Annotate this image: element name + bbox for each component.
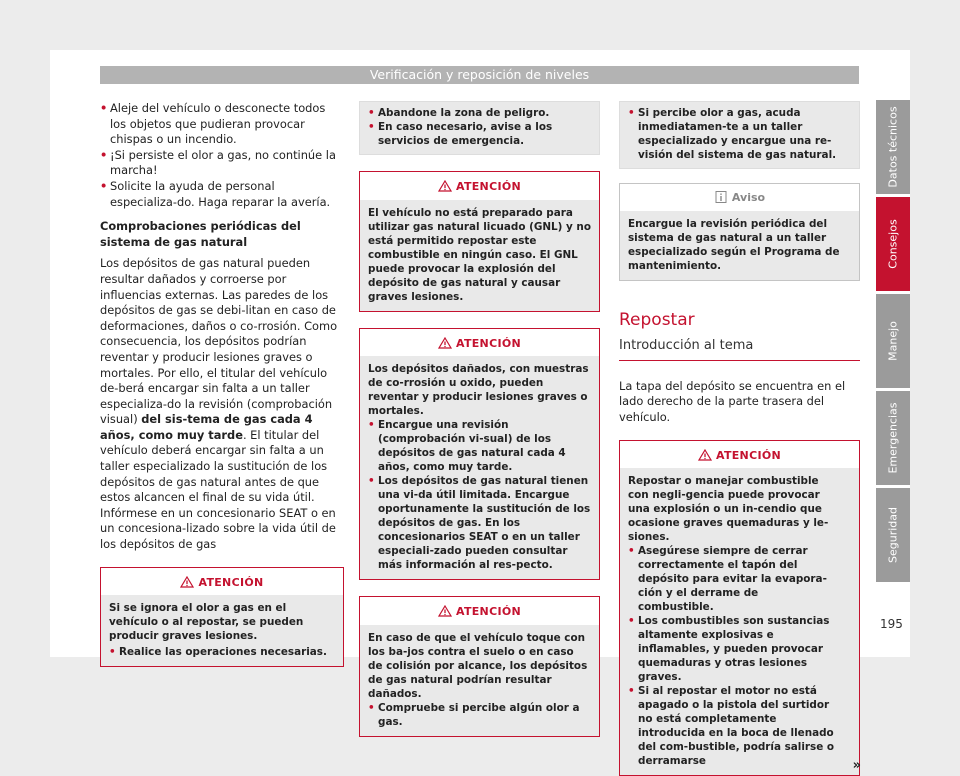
side-tab-consejos[interactable]: Consejos: [876, 197, 910, 291]
bullet-icon: •: [100, 147, 108, 162]
warning-triangle-icon: [438, 180, 452, 192]
column-1: [100, 101, 344, 667]
warning-triangle-icon: [180, 576, 194, 588]
list-item: • Realice las operaciones necesarias.: [109, 646, 327, 659]
bullet-icon: •: [628, 615, 635, 628]
warning-triangle-icon: [438, 605, 452, 617]
body-paragraph: Los depósitos de gas natural pueden resultar dañados y corroerse por influencias externas. Las paredes de los depósitos de gas se debi-litan en caso de deformaciones, daños o co-rrosión. Como consecuencia, los depósitos podrían reventar y producir lesiones graves o mortales. Por ello, el titular del vehículo de-berá encargar sin falta a un taller especializa-do la revisión (comprobación visual) del sis-tema de gas cada 4 años, como muy tarde. El titular del vehículo deberá encargar sin falta a un taller especializado la sustitución de los depósitos de gas natural antes de que estos alcancen el final de su vida útil. Infórmese en un concesionario SEAT o en un concesiona-lizado sobre la vida útil de los depósitos de gas: [100, 256, 338, 552]
warning-title: ATENCIÓN: [360, 597, 599, 625]
bullet-icon: •: [368, 107, 375, 119]
list-item: • ¡Si persiste el olor a gas, no continúe la marcha!: [100, 147, 336, 178]
warning-box: [619, 440, 860, 776]
notice-box: [619, 183, 860, 281]
intro-paragraph: La tapa del depósito se encuentra en el lado derecho de la parte trasera del vehículo.: [619, 378, 846, 424]
warning-box: [359, 596, 600, 737]
bullet-icon: •: [628, 107, 635, 119]
page-number: 195: [880, 617, 903, 631]
bullet-icon: •: [109, 646, 116, 659]
list-item: • Los combustibles son sustancias altamente explosivas e inflamables, y pueden provocar quemaduras y otras lesiones graves.: [628, 615, 830, 684]
side-tab-emergencias[interactable]: Emergencias: [876, 391, 910, 485]
section-title: Repostar: [619, 309, 695, 330]
list-item: • Si percibe olor a gas, acuda inmediatamen-te a un taller especializado y encargue una re-visión del sistema de gas natural.: [628, 107, 837, 161]
info-icon: [714, 191, 728, 203]
list-item: • Aleje del vehículo o desconecte todos los objetos que pudieran provocar chispas o un incendio.: [100, 101, 326, 147]
warning-box: [359, 328, 600, 581]
warning-triangle-icon: [438, 337, 452, 349]
list-item: • Asegúrese siempre de cerrar correctamente el tapón del depósito para evitar la evapora-ción y el derrame de combustible.: [628, 545, 827, 614]
warning-body: El vehículo no está preparado para utilizar gas natural licuado (GNL) y no está permitido repostar este combustible en ningún caso. El GNL puede provocar la explosión del depósito de gas natural y causar graves lesiones.: [360, 200, 599, 311]
list-item: • En caso necesario, avise a los servicios de emergencia.: [368, 121, 553, 147]
list-item: • Encargue una revisión (comprobación vi-sual) de los depósitos de gas natural cada 4 años, como muy tarde.: [368, 419, 566, 474]
bullet-icon: •: [100, 178, 108, 193]
page-header: Verificación y reposición de niveles: [100, 66, 859, 84]
side-tab-datos-tecnicos[interactable]: Datos técnicos: [876, 100, 910, 194]
side-tab-seguridad[interactable]: Seguridad: [876, 488, 910, 582]
notice-title: Aviso: [620, 184, 859, 211]
bullet-icon: •: [368, 475, 375, 488]
warning-body: Si se ignora el olor a gas en el vehículo o al repostar, se pueden producir graves lesiones. • Realice las operaciones necesarias.: [101, 595, 343, 666]
warning-body: Repostar o manejar combustible con negli-gencia puede provocar una explosión o un in-cendio que ocasione graves quemaduras y le-siones. • Asegúrese siempre de cerrar correctamente el tapón del depósito para evitar la evapora-ción y el derrame de combustible. • Los combustibles son sustancias altamente explosivas e inflamables, y pueden provocar quemaduras y otras lesiones graves. • Si al repostar el motor no está apagado o la pistola del surtidor no está completamente introducida en la boca de llenado del com-bustible, podría salirse o derramarse: [620, 468, 859, 775]
continued-warning-box: [619, 101, 860, 169]
list-item: • Solicite la ayuda de personal especializa-do. Haga reparar la avería.: [100, 178, 331, 209]
warning-body: En caso de que el vehículo toque con los ba-jos contra el suelo o en caso de colisión por alcance, los depósitos de gas natural podrían resultar dañados. • Compruebe si percibe algún olor a gas.: [360, 625, 599, 736]
list-item: • Los depósitos de gas natural tienen una vi-da útil limitada. Encargue oportunamente la sustitución de los depósitos de gas. En los concesionarios SEAT o en un taller especiali-zado pueden consultar más información al res-pecto.: [368, 475, 591, 572]
list-item: • Si al repostar el motor no está apagado o la pistola del surtidor no está completamente introducida en la boca de llenado del com-bustible, podría salirse o derramarse: [628, 685, 835, 768]
warning-title: ATENCIÓN: [101, 568, 343, 596]
warning-box: [100, 567, 344, 668]
column-2: [359, 101, 600, 737]
section-heading: Comprobaciones periódicas del sistema de gas natural: [100, 219, 301, 249]
bullet-icon: •: [628, 545, 635, 558]
bullet-icon: •: [368, 419, 375, 432]
continued-warning-box: [359, 101, 600, 155]
bullet-icon: •: [628, 685, 635, 698]
list-item: • Abandone la zona de peligro.: [368, 107, 550, 119]
notice-body: Encargue la revisión periódica del sistema de gas natural a un taller especializado según el Programa de mantenimiento.: [620, 211, 859, 280]
bullet-icon: •: [100, 101, 108, 115]
bullet-icon: •: [368, 121, 375, 133]
side-tab-manejo[interactable]: Manejo: [876, 294, 910, 388]
bullet-icon: •: [368, 701, 375, 714]
warning-title: ATENCIÓN: [360, 329, 599, 357]
list-item: • Compruebe si percibe algún olor a gas.: [368, 701, 580, 728]
column-3: [619, 101, 860, 776]
warning-triangle-icon: [698, 449, 712, 461]
warning-box: [359, 171, 600, 312]
warning-title: ATENCIÓN: [620, 441, 859, 469]
subsection-title: Introducción al tema: [619, 338, 860, 361]
warning-title: ATENCIÓN: [360, 172, 599, 200]
continued-arrow-icon: »: [852, 757, 861, 773]
warning-body: Los depósitos dañados, con muestras de co-rrosión u oxido, pueden reventar y producir lesiones graves o mortales. • Encargue una revisión (comprobación vi-sual) de los depósitos de gas natural cada 4 años, como muy tarde. • Los depósitos de gas natural tienen una vi-da útil limitada. Encargue oportunamente la sustitución de los depósitos de gas. En los concesionarios SEAT o en un taller especiali-zado pueden consultar más información al res-pecto.: [360, 356, 599, 579]
